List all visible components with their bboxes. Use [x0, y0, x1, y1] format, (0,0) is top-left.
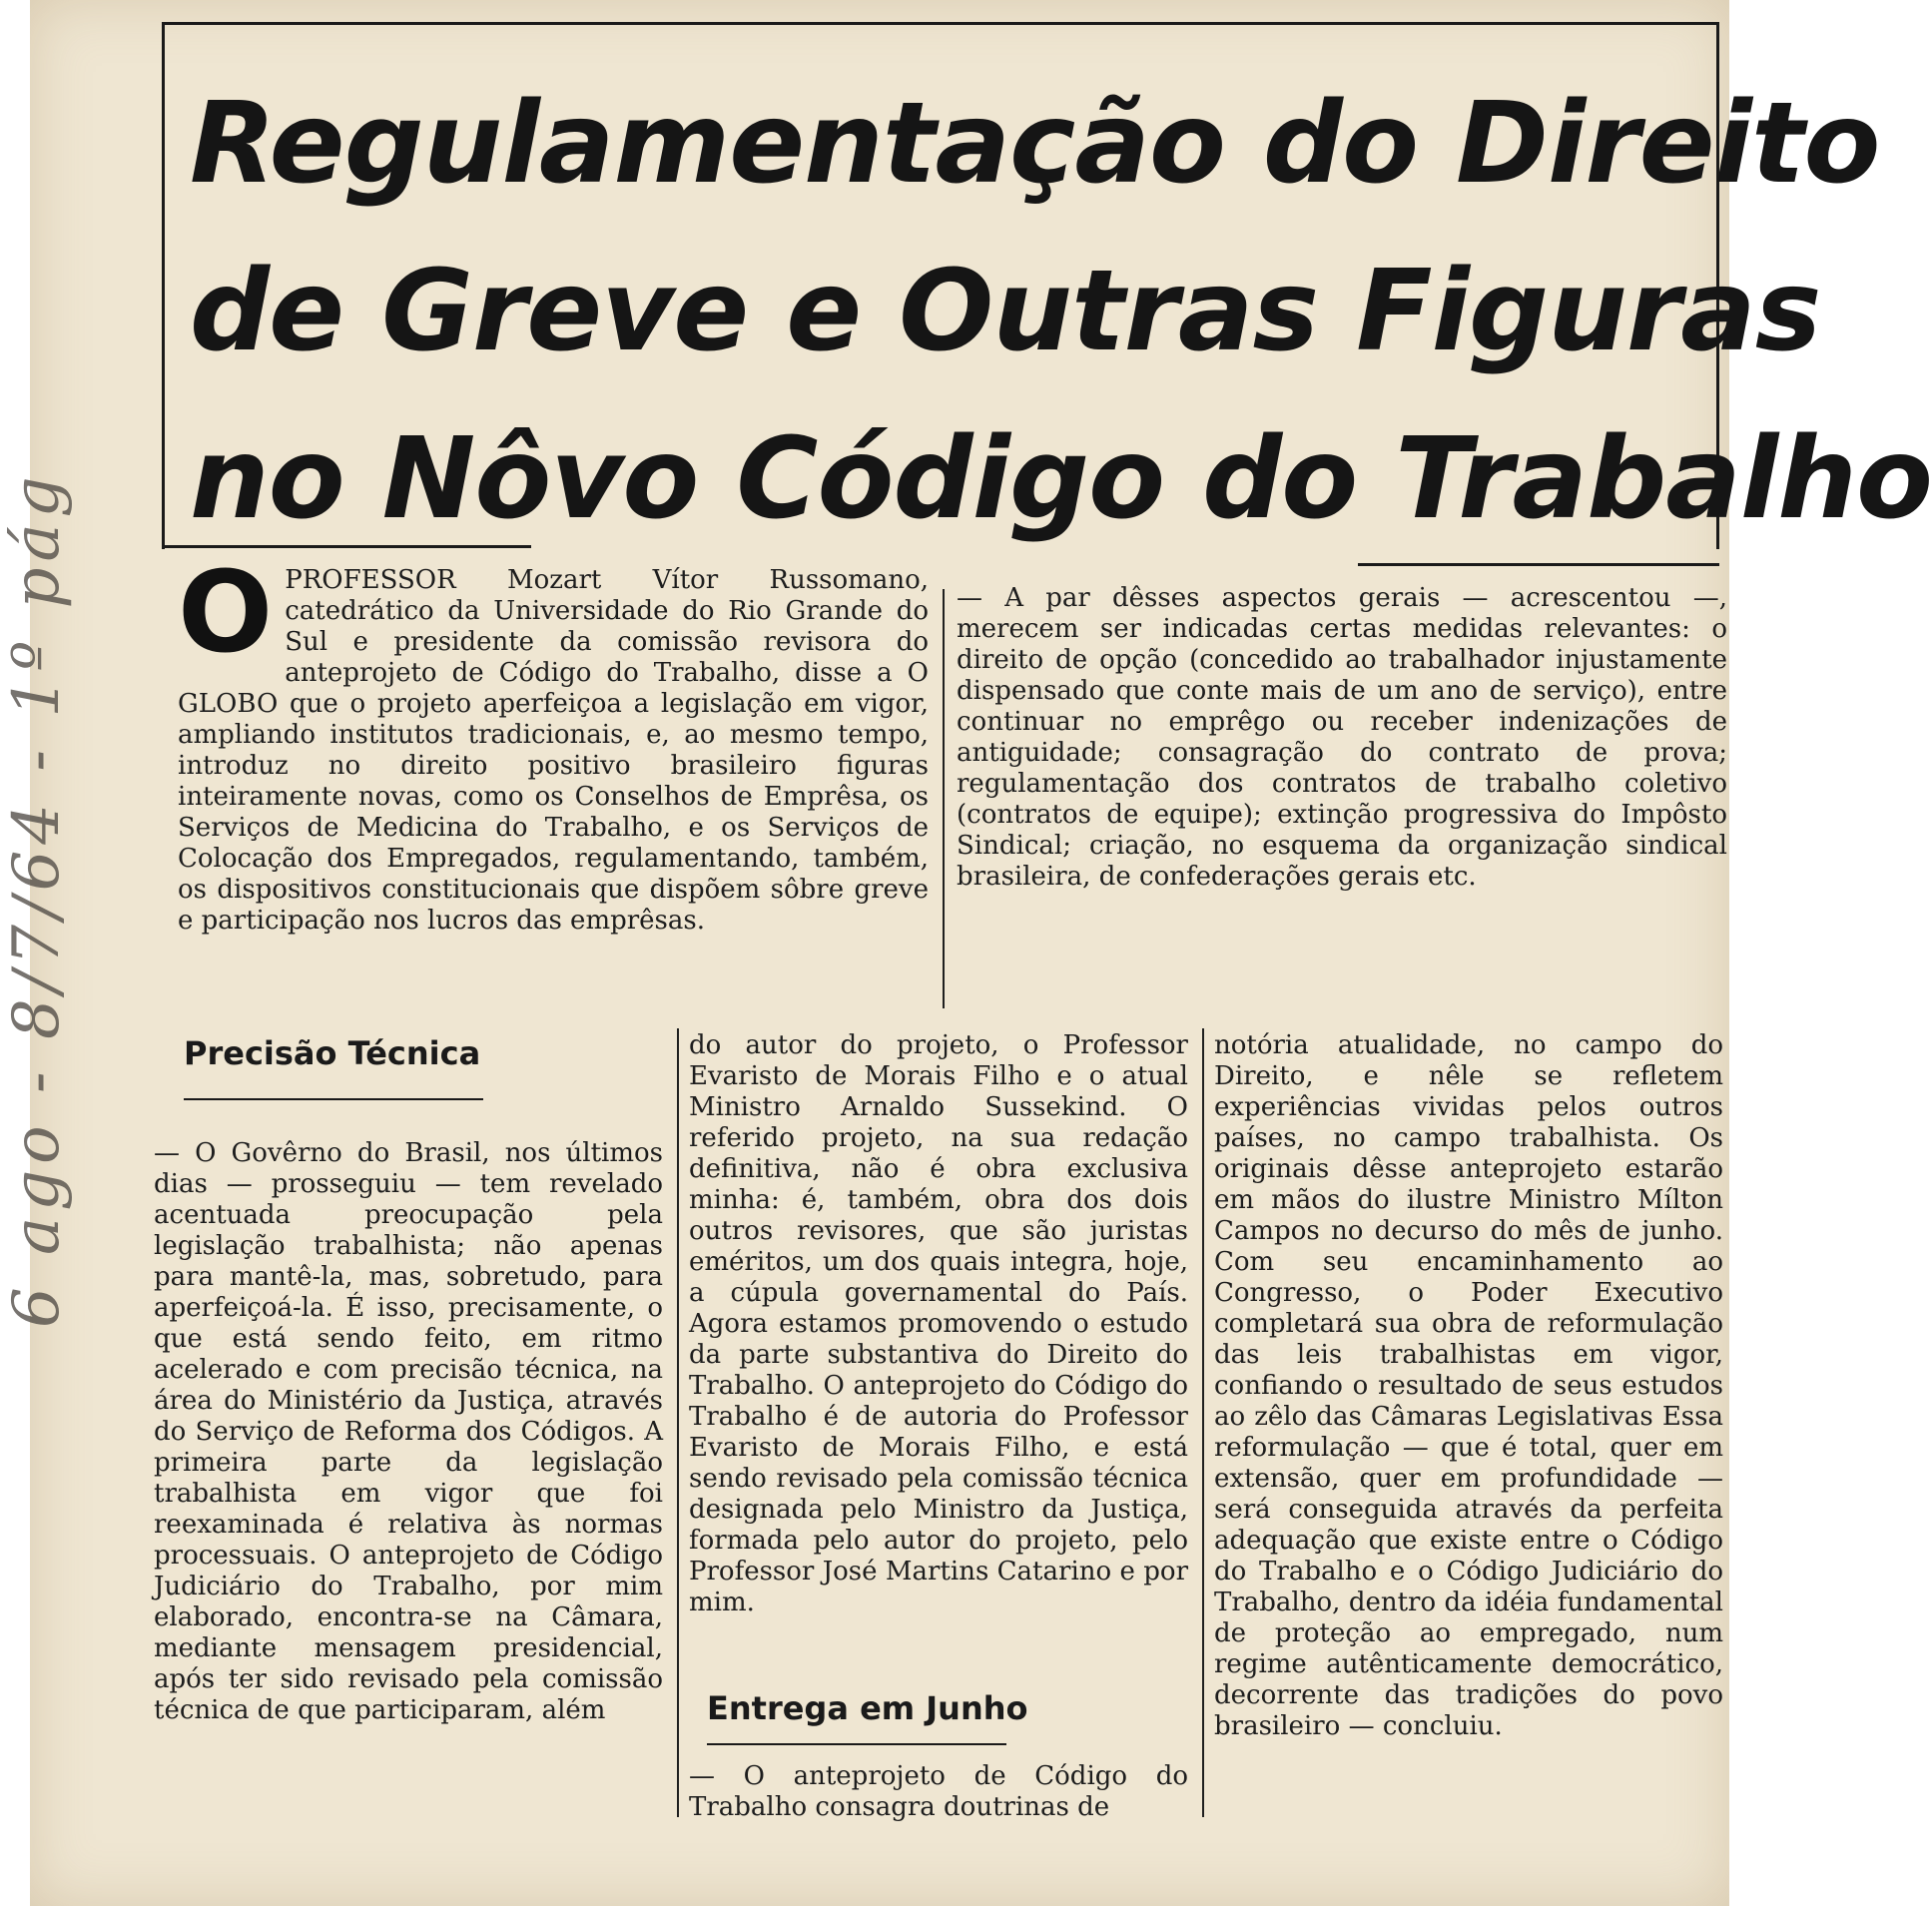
section-heading-rule	[707, 1743, 1006, 1745]
drop-cap: O	[178, 548, 274, 678]
lead-column-right	[957, 583, 1727, 893]
lead-paragraph: PROFESSOR Mozart Vítor Russomano, catedrático da Universidade do Rio Grande do Sul e presidente da comissão revisora do anteprojeto de Código do Trabalho, disse a O GLOBO que o projeto aperfeiçoa a legislação em vigor, ampliando institutos tradicionais, e, ao mesmo tempo, introduz no direito positivo brasileiro figuras inteiramente novas, como os Conselhos de Emprêsa, os Serviços de Medicina do Trabalho, e os Serviços de Colocação dos Empregados, regulamentando, também, os dispositivos constitucionais que dispõem sôbre greve e participação nos lucros das emprêsas.	[178, 565, 929, 936]
column-1	[154, 1138, 663, 1726]
column-2	[689, 1030, 1188, 1618]
column-divider	[677, 1028, 679, 1817]
column-divider	[1202, 1028, 1204, 1817]
column-2-paragraph-2: — O anteprojeto de Código do Trabalho consagra doutrinas de	[689, 1761, 1188, 1822]
lead-right-paragraph: — A par dêsses aspectos gerais — acrescentou —, merecem ser indicadas certas medidas relevantes: o direito de opção (concedido ao trabalhador injustamente dispensado que conte mais de um ano de serviço), entre continuar no emprêgo ou receber indenizações de antiguidade; consagração do contrato de prova; regulamentação dos contratos de trabalho coletivo (contratos de equipe); extinção progressiva do Impôsto Sindical; criação, no esquema da organização sindical brasileira, de confederações gerais etc.	[957, 583, 1727, 892]
section-heading-entrega-em-junho: Entrega em Junho	[707, 1689, 1028, 1727]
headline	[190, 60, 1932, 563]
lead-column-left	[178, 548, 929, 937]
column-3-paragraph: notória atualidade, no campo do Direito, e nêle se refletem experiências vividas pelos outros países, no campo trabalhista. Os originais dêsse anteprojeto estarão em mãos do ilustre Ministro Mílton Campos no decurso do mês de junho. Com seu encaminhamento ao Congresso, o Poder Executivo completará sua obra de reformulação das leis trabalhistas em vigor, confiando o resultado de seus estudos ao zêlo das Câmaras Legislativas Essa reformulação — que é total, quer em extensão, quer em profundidade — será conseguida através da perfeita adequação que existe entre o Código do Trabalho e o Código Judiciário do Trabalho, dentro da idéia fundamental de proteção ao empregado, num regime autênticamente democrático, decorrente das tradições do povo brasileiro — concluiu.	[1214, 1030, 1723, 1741]
column-divider	[943, 589, 945, 1008]
column-3	[1214, 1030, 1723, 1742]
headline-frame-bottom-right	[1358, 563, 1719, 566]
column-2-paragraph: do autor do projeto, o Professor Evaristo de Morais Filho e o atual Ministro Arnaldo Sussekind. O referido projeto, na sua redação definitiva, não é obra exclusiva minha: é, também, obra dos dois outros revisores, que são juristas eméritos, um dos quais integra, hoje, a cúpula governamental do País. Agora estamos promovendo o estudo da parte substantiva do Direito do Trabalho. O anteprojeto do Código do Trabalho é de autoria do Professor Evaristo de Morais Filho, e está sendo revisado pela comissão técnica designada pelo Ministro da Justiça, formada pelo autor do projeto, pelo Professor José Martins Catarino e por mim.	[689, 1030, 1188, 1617]
handwritten-margin-note: 6 ago - 8/7/64 - 1º pág	[0, 470, 74, 1328]
column-2-continuation	[689, 1761, 1188, 1823]
section-heading-rule	[184, 1098, 483, 1100]
headline-line-3: no Nôvo Código do Trabalho	[190, 414, 1932, 544]
headline-line-2: de Greve e Outras Figuras	[190, 247, 1821, 376]
headline-line-1: Regulamentação do Direito	[190, 79, 1880, 209]
column-1-paragraph: — O Govêrno do Brasil, nos últimos dias — prosseguiu — tem revelado acentuada preocupação pela legislação trabalhista; não apenas para mantê-la, mas, sobretudo, para aperfeiçoá-la. É isso, precisamente, o que está sendo feito, em ritmo acelerado e com precisão técnica, na área do Ministério da Justiça, através do Serviço de Reforma dos Códigos. A primeira parte da legislação trabalhista em vigor que foi reexaminada é relativa às normas processuais. O anteprojeto de Código Judiciário do Trabalho, por mim elaborado, encontra-se na Câmara, mediante mensagem presidencial, após ter sido revisado pela comissão técnica de que participaram, além	[154, 1138, 663, 1725]
section-heading-precisao-tecnica: Precisão Técnica	[184, 1034, 481, 1072]
